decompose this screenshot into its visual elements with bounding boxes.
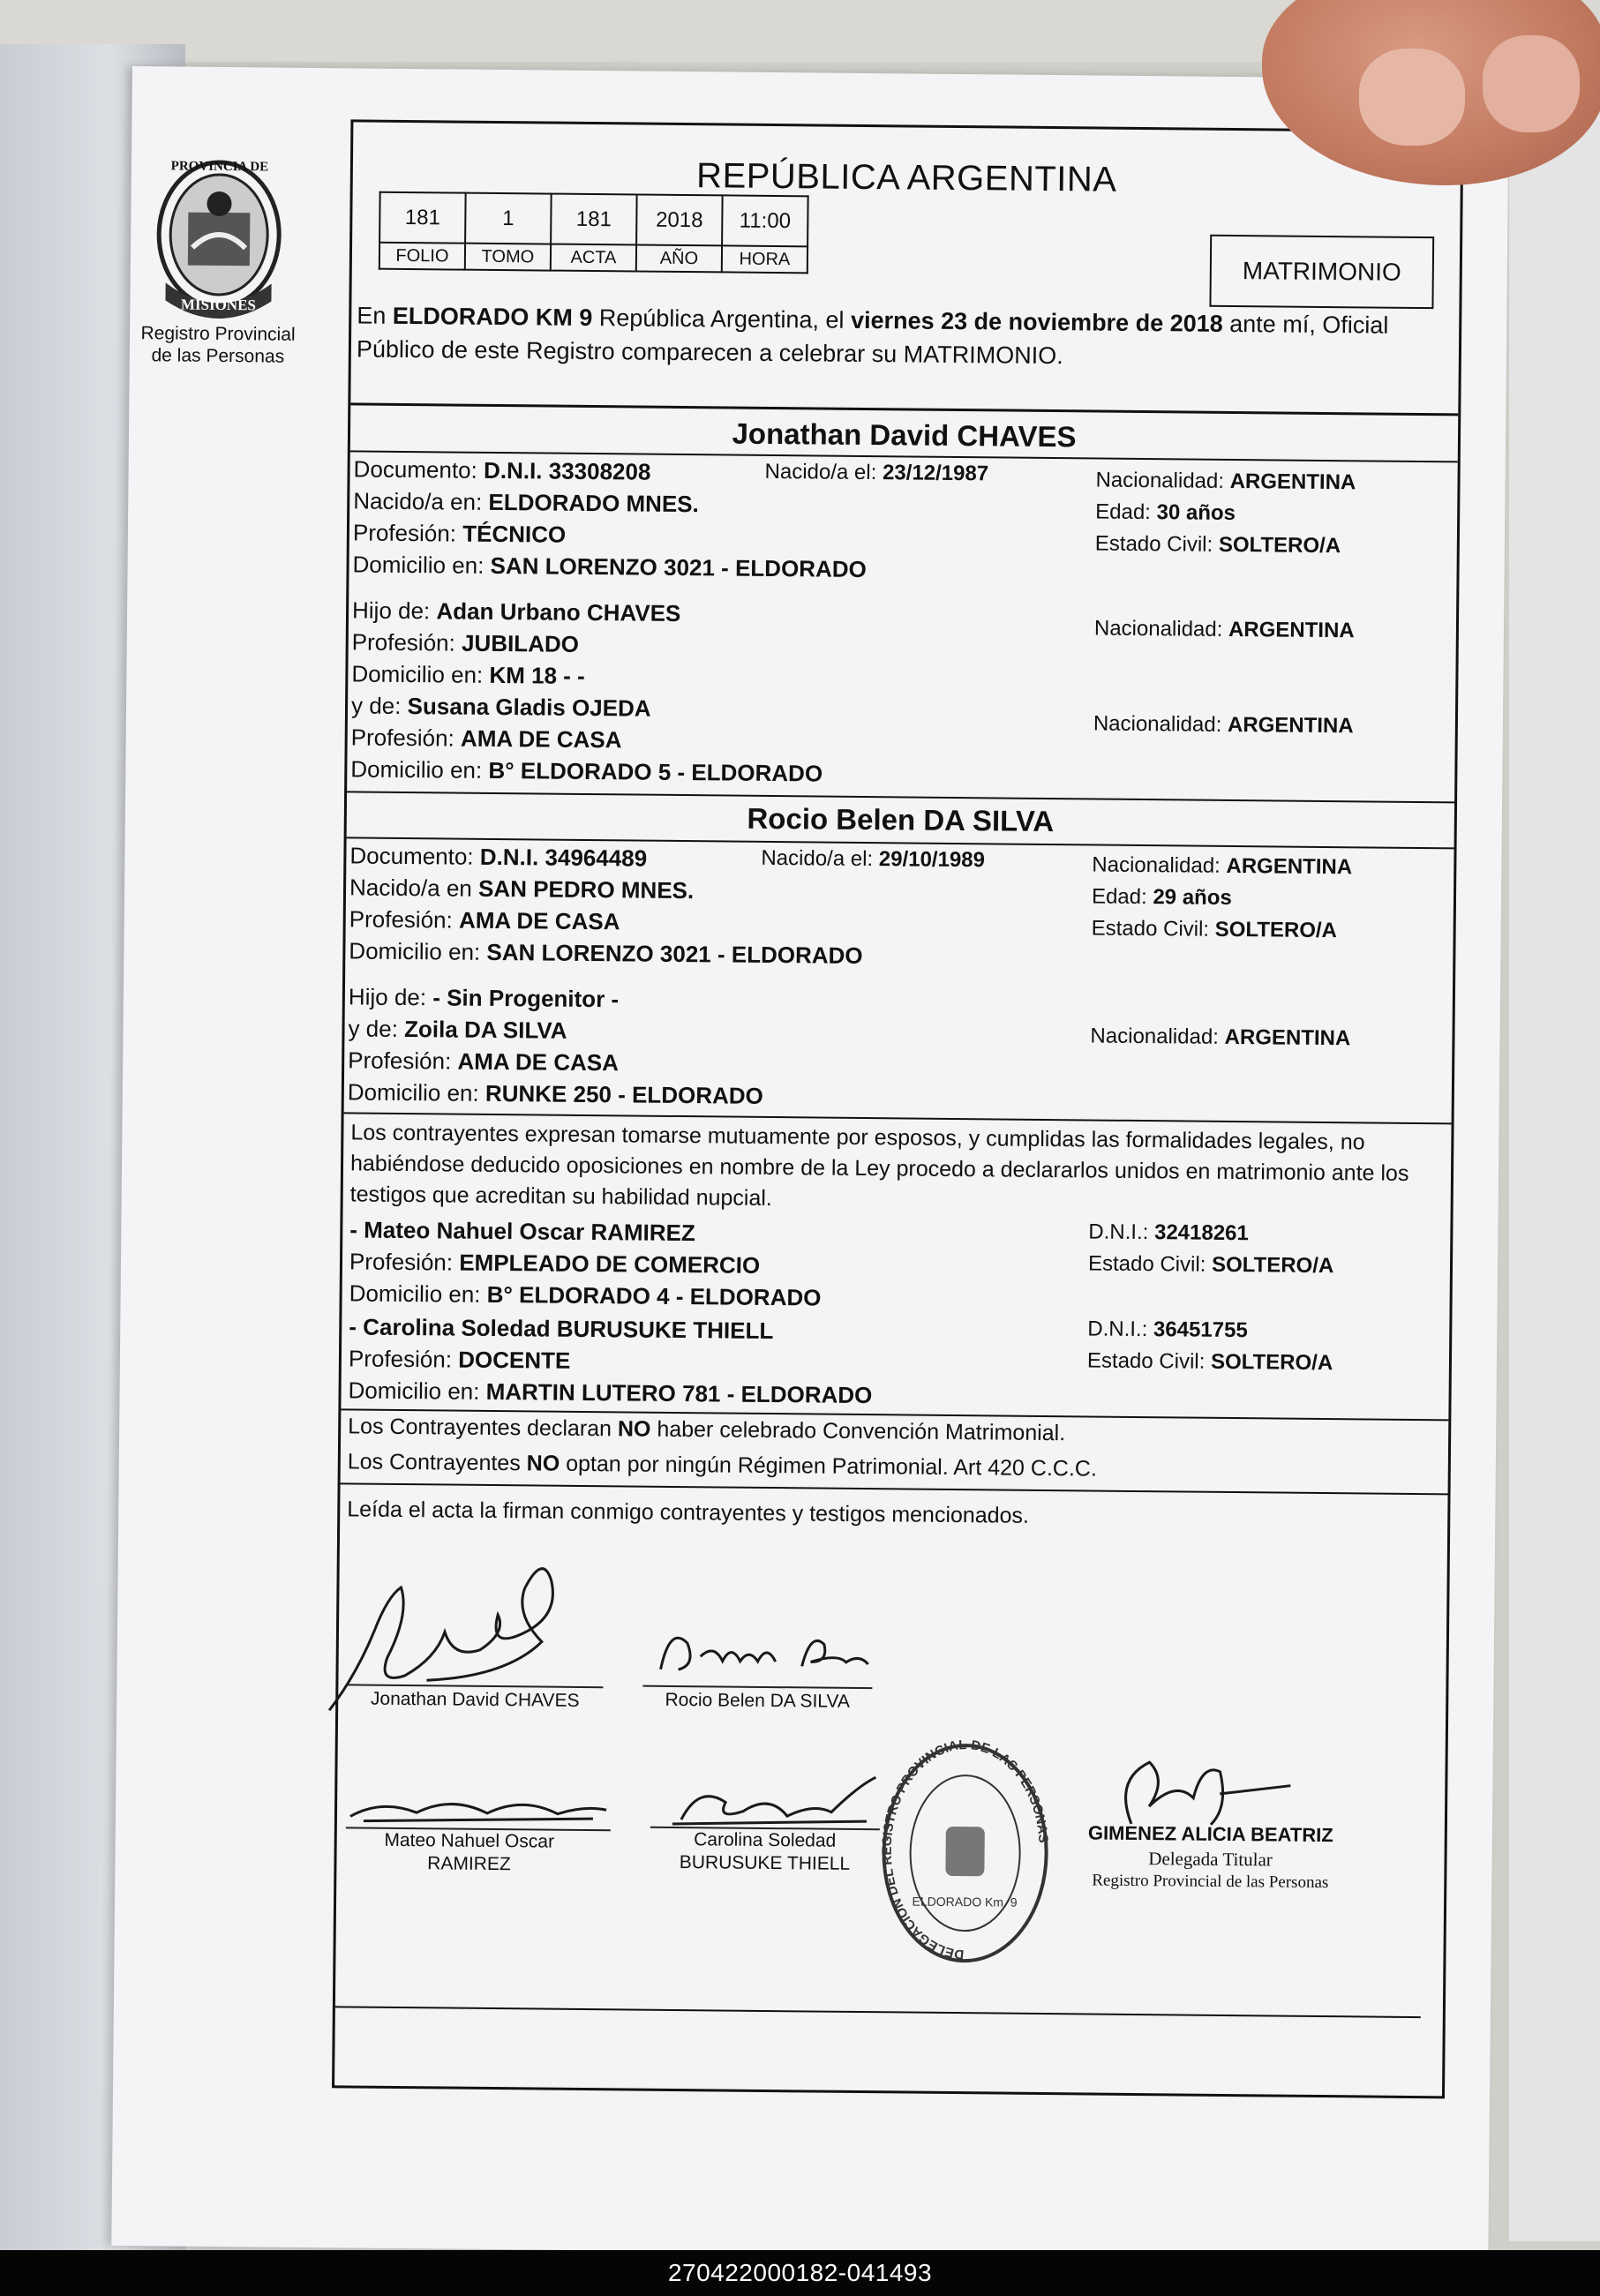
patrimonial-regime-statement: Los Contrayentes NO optan por ningún Régimen Patrimonial. Art 420 C.C.C.: [347, 1449, 1097, 1482]
spouse1-father-address: Domicilio en: KM 18 - -: [351, 660, 585, 689]
folio-label: FOLIO: [379, 243, 465, 270]
intro-text-3: ante mí, Oficial Público de este Registro comparecen a celebrar su MATRIMONIO.: [356, 310, 1389, 370]
official-organization: Registro Provincial de las Personas: [1092, 1871, 1329, 1893]
spouse2-address: Domicilio en: SAN LORENZO 3021 - ELDORADO: [349, 937, 863, 969]
seal-inner-text: ELDORADO Km. 9: [912, 1894, 1018, 1910]
witness1-address: Domicilio en: B° ELDORADO 4 - ELDORADO: [349, 1279, 822, 1311]
year-label: AÑO: [636, 244, 722, 272]
spouse1-civil-status: Estado Civil: SOLTERO/A: [1094, 531, 1341, 559]
registry-name: [130, 322, 306, 368]
divider: [341, 1482, 1448, 1495]
spouse2-mother-profession: Profesión: AMA DE CASA: [348, 1047, 620, 1077]
witness2-name: - Carolina Soledad BURUSUKE THIELL: [349, 1313, 774, 1345]
official-seal-stamp: [875, 1737, 1054, 1969]
spouse1-document: Documento: D.N.I. 33308208: [353, 455, 651, 485]
spouse2-birthdate: Nacido/a el: 29/10/1989: [761, 845, 986, 873]
footer-bar: [0, 2250, 1600, 2296]
acta-value: 181: [551, 194, 637, 245]
spouse1-mother-address: Domicilio en: B° ELDORADO 5 - ELDORADO: [350, 755, 823, 787]
spouse1-birthplace: Nacido/a en: ELDORADO MNES.: [353, 487, 699, 518]
signature-label-mateo-line1: Mateo Nahuel Oscar: [384, 1829, 555, 1852]
spouse2-mother-address: Domicilio en: RUNKE 250 - ELDORADO: [347, 1078, 763, 1109]
intro-paragraph: [357, 298, 1452, 376]
signature-label-carolina: [650, 1828, 879, 1876]
witness2-profession: Profesión: DOCENTE: [348, 1345, 571, 1374]
tomo-label: TOMO: [465, 244, 551, 271]
convention-statement: Los Contrayentes declaran NO haber celebrado Convención Matrimonial.: [348, 1414, 1066, 1446]
spouse1-mother: y de: Susana Gladis OJEDA: [350, 692, 651, 722]
spouse1-father-profession: Profesión: JUBILADO: [351, 628, 580, 657]
spouse2-father: Hijo de: - Sin Progenitor -: [348, 983, 620, 1013]
witness1-profession: Profesión: EMPLEADO DE COMERCIO: [349, 1248, 761, 1279]
acta-label: ACTA: [551, 244, 636, 272]
logo-top-text: PROVINCIA DE: [170, 159, 269, 175]
signature-label-carolina-line1: Carolina Soledad: [694, 1829, 837, 1851]
signature-label-jonathan: Jonathan David CHAVES: [370, 1688, 580, 1711]
intro-text-2: República Argentina, el: [592, 304, 852, 334]
certificate-page: [111, 66, 1509, 2259]
spouse1-address: Domicilio en: SAN LORENZO 3021 - ELDORADO: [352, 551, 867, 583]
registry-name-line1: Registro Provincial: [140, 323, 296, 345]
intro-date: viernes 23 de noviembre de 2018: [850, 306, 1223, 337]
record-number-table: [379, 191, 809, 274]
document-type-box: MATRIMONIO: [1209, 235, 1434, 309]
spouse1-father: Hijo de: Adan Urbano CHAVES: [351, 597, 681, 627]
signature-label-rocio: Rocio Belen DA SILVA: [665, 1689, 851, 1712]
official-title: Delegada Titular: [1148, 1848, 1273, 1871]
spouse1-father-nationality: Nacionalidad: ARGENTINA: [1093, 616, 1355, 643]
witness2-dni: D.N.I.: 36451755: [1087, 1317, 1248, 1343]
page-title: REPÚBLICA ARGENTINA: [695, 156, 1117, 199]
divider: [335, 2006, 1421, 2018]
registry-name-line2: de las Personas: [151, 345, 285, 367]
witness2-address: Domicilio en: MARTIN LUTERO 781 - ELDORADO: [348, 1377, 873, 1409]
spouse1-name: Jonathan David CHAVES: [732, 416, 1077, 454]
spouse2-mother: y de: Zoila DA SILVA: [348, 1015, 567, 1044]
spouse2-age: Edad: 29 años: [1091, 884, 1232, 911]
divider: [350, 402, 1458, 416]
spouse1-mother-profession: Profesión: AMA DE CASA: [350, 724, 622, 754]
spouse2-nationality: Nacionalidad: ARGENTINA: [1092, 852, 1353, 880]
province-coat-of-arms-logo: [147, 150, 290, 328]
spouse2-name: Rocio Belen DA SILVA: [747, 801, 1055, 838]
spouse2-mother-nationality: Nacionalidad: ARGENTINA: [1090, 1024, 1351, 1051]
spouse1-mother-nationality: Nacionalidad: ARGENTINA: [1093, 711, 1354, 739]
spouse2-civil-status: Estado Civil: SOLTERO/A: [1091, 916, 1338, 943]
signature-label-mateo: [354, 1829, 583, 1877]
year-value: 2018: [636, 194, 723, 245]
declaration-paragraph: Los contrayentes expresan tomarse mutuamente por esposos, y cumplidas las formalidades legales, no habiéndose deducido oposiciones en nombre de la Ley procedo a declararlos unidos en matrimonio ante los testigos que acreditan su habilidad nupcial.: [349, 1120, 1409, 1212]
official-name: GIMENEZ ALICIA BEATRIZ: [1087, 1821, 1333, 1847]
seal-ring-text: DELEGACION DEL REGISTRO PROVINCIAL DE LAS PERSONAS: [879, 1737, 1051, 1962]
spouse1-birthdate: Nacido/a el: 23/12/1987: [764, 459, 989, 486]
hour-value: 11:00: [722, 195, 808, 246]
spouse1-nationality: Nacionalidad: ARGENTINA: [1095, 468, 1356, 495]
tomo-value: 1: [465, 193, 552, 244]
closing-statement: Leída el acta la firman conmigo contrayentes y testigos mencionados.: [347, 1497, 1030, 1528]
footer-code: 270422000182-041493: [667, 2259, 933, 2286]
witness1-civil-status: Estado Civil: SOLTERO/A: [1087, 1251, 1334, 1279]
signature-label-mateo-line2: RAMIREZ: [427, 1853, 511, 1875]
spouse2-birthplace: Nacido/a en SAN PEDRO MNES.: [349, 874, 695, 904]
spouse2-profession: Profesión: AMA DE CASA: [349, 905, 620, 935]
certificate-frame: [332, 119, 1463, 2098]
signature-rocio: [651, 1617, 890, 1690]
witness1-dni: D.N.I.: 32418261: [1088, 1219, 1249, 1246]
spouse2-document: Documento: D.N.I. 34964489: [349, 842, 648, 872]
page-edge: [1509, 62, 1600, 2241]
folio-value: 181: [379, 192, 466, 244]
intro-place: ELDORADO KM 9: [392, 302, 593, 332]
witness2-civil-status: Estado Civil: SOLTERO/A: [1086, 1348, 1333, 1376]
logo-bottom-text: MISIONES: [180, 296, 257, 314]
witness1-name: - Mateo Nahuel Oscar RAMIREZ: [349, 1216, 695, 1247]
spouse1-profession: Profesión: TÉCNICO: [352, 519, 567, 548]
spouse1-age: Edad: 30 años: [1095, 499, 1236, 526]
signature-label-carolina-line2: BURUSUKE THIELL: [679, 1852, 851, 1874]
intro-text-1: En: [357, 302, 393, 329]
hour-label: HORA: [722, 245, 808, 273]
